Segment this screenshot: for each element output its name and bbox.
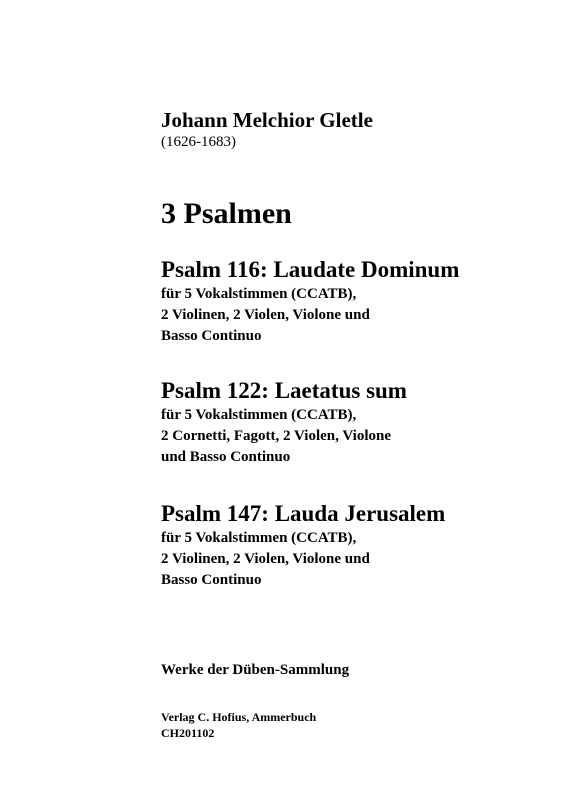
psalm-scoring-line: für 5 Vokalstimmen (CCATB), [161,407,357,423]
composer-name: Johann Melchior Gletle [161,108,373,132]
psalm-entry [161,255,459,347]
psalm-scoring-line: 2 Violinen, 2 Violen, Violone und [161,551,370,567]
psalm-scoring-line: Basso Continuo [161,328,262,344]
psalm-scoring-line: 2 Cornetti, Fagott, 2 Violen, Violone [161,428,391,444]
publisher-info [161,709,316,741]
psalm-scoring-line: Basso Continuo [161,572,262,588]
psalm-title: Psalm 116: Laudate Dominum [161,257,460,282]
psalm-entry [161,376,407,468]
psalm-title: Psalm 147: Lauda Jerusalem [161,501,446,526]
series-title: Werke der Düben-Sammlung [161,662,350,678]
psalm-entry [161,499,445,591]
psalm-scoring-line: für 5 Vokalstimmen (CCATB), [161,286,357,302]
publisher-name: Verlag C. Hofius, Ammerbuch [161,710,317,724]
composer-dates: (1626-1683) [161,134,236,150]
psalm-scoring-line: für 5 Vokalstimmen (CCATB), [161,530,357,546]
catalog-number: CH201102 [161,726,215,740]
psalm-scoring-line: und Basso Continuo [161,449,291,465]
collection-title: 3 Psalmen [161,197,292,230]
psalm-title: Psalm 122: Laetatus sum [161,378,407,403]
psalm-scoring-line: 2 Violinen, 2 Violen, Violone und [161,307,370,323]
